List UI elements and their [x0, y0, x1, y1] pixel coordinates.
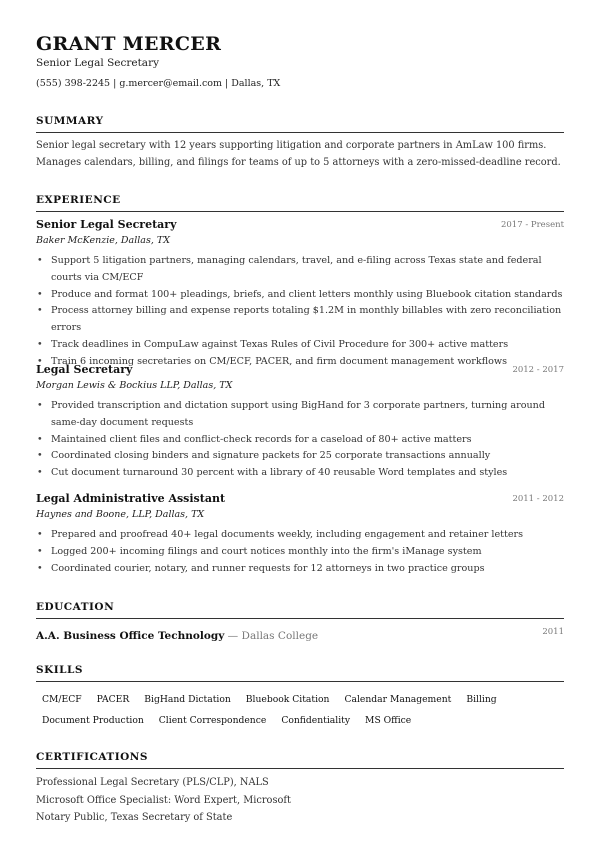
- summary-text: Senior legal secretary with 12 years supporting litigation and corporate partners in AmLaw 100 firms. Manages calendars, billing, and filings for teams of up to 5 attorneys with a zero-missed-deadline record.: [36, 140, 561, 168]
- education-heading: EDUCATION: [36, 601, 564, 619]
- job-entry: [36, 218, 564, 371]
- summary-heading: SUMMARY: [36, 115, 564, 133]
- job-bullet: • Coordinated courier, notary, and runner requests for 12 attorneys in two practice groups: [51, 561, 564, 578]
- education-school: Dallas College: [241, 630, 319, 642]
- skill-tag: Confidentiality: [281, 715, 351, 726]
- skill-tag: BigHand Dictation: [144, 694, 231, 705]
- job-entry: [36, 363, 564, 482]
- skill-tag: CM/ECF: [42, 694, 82, 705]
- skill-tag: Document Production: [42, 715, 144, 726]
- job-company: Baker McKenzie, Dallas, TX: [36, 235, 170, 246]
- job-bullet: • Cut document turnaround 30 percent with a library of 40 reusable Word templates and styles: [51, 465, 564, 482]
- job-title: Legal Administrative Assistant: [36, 492, 226, 505]
- job-bullet: • Maintained client files and conflict-check records for a caseload of 80+ active matters: [51, 432, 564, 449]
- job-bullet: • Coordinated closing binders and signature packets for 25 corporate transactions annually: [51, 448, 564, 465]
- job-company: Morgan Lewis & Bockius LLP, Dallas, TX: [36, 380, 233, 391]
- job-bullet: • Produce and format 100+ pleadings, briefs, and client letters monthly using Bluebook citation standards: [51, 287, 564, 304]
- job-title: Senior Legal Secretary: [36, 218, 177, 231]
- job-bullets: [36, 253, 564, 371]
- job-bullet: • Logged 200+ incoming filings and court notices monthly into the firm's iManage system: [51, 544, 564, 561]
- skill-tag: Client Correspondence: [158, 715, 267, 726]
- job-dates: 2017 - Present: [500, 220, 564, 230]
- job-dates: 2012 - 2017: [512, 365, 564, 375]
- job-bullet: • Process attorney billing and expense reports totaling $1.2M in monthly billables with zero reconciliation errors: [51, 303, 564, 337]
- job-bullet: • Track deadlines in CompuLaw against Texas Rules of Civil Procedure for 300+ active matters: [51, 337, 564, 354]
- job-bullet: • Train 6 incoming secretaries on CM/ECF, PACER, and firm document management workflows: [51, 354, 564, 371]
- job-company: Haynes and Boone, LLP, Dallas, TX: [36, 509, 205, 520]
- job-bullet: • Prepared and proofread 40+ legal documents weekly, including engagement and retainer letters: [51, 527, 564, 544]
- certification-item: Microsoft Office Specialist: Word Expert, Microsoft: [36, 794, 291, 806]
- education-degree: A.A. Business Office Technology: [36, 630, 225, 642]
- job-entry: [36, 492, 564, 577]
- experience-heading: EXPERIENCE: [36, 194, 564, 212]
- certifications-list: [36, 774, 564, 827]
- job-bullet: • Provided transcription and dictation support using BigHand for 3 corporate partners, turning around same-day document requests: [51, 398, 564, 432]
- education-separator: —: [224, 630, 242, 642]
- job-title: Legal Secretary: [36, 363, 133, 376]
- contact-line: (555) 398-2245 | g.mercer@email.com | Dallas, TX: [36, 78, 281, 89]
- skill-tag: MS Office: [365, 715, 412, 726]
- candidate-name: GRANT MERCER: [36, 33, 222, 55]
- job-bullets: [36, 527, 564, 577]
- skill-tag: Bluebook Citation: [245, 694, 330, 705]
- job-bullet: • Support 5 litigation partners, managing calendars, travel, and e-filing across Texas state and federal courts via CM/ECF: [51, 253, 564, 287]
- candidate-role: Senior Legal Secretary: [36, 57, 160, 69]
- certification-item: Professional Legal Secretary (PLS/CLP), NALS: [36, 777, 269, 788]
- skills-heading: SKILLS: [36, 664, 564, 682]
- education-year: 2011: [542, 627, 564, 637]
- skills-list: [36, 687, 564, 729]
- job-bullets: [36, 398, 564, 482]
- certification-item: Notary Public, Texas Secretary of State: [36, 812, 233, 823]
- skill-tag: PACER: [96, 694, 130, 705]
- job-dates: 2011 - 2012: [512, 494, 564, 504]
- certifications-heading: CERTIFICATIONS: [36, 751, 564, 769]
- education-entry: [36, 624, 564, 640]
- skill-tag: Calendar Management: [344, 694, 452, 705]
- skill-tag: Billing: [466, 694, 497, 705]
